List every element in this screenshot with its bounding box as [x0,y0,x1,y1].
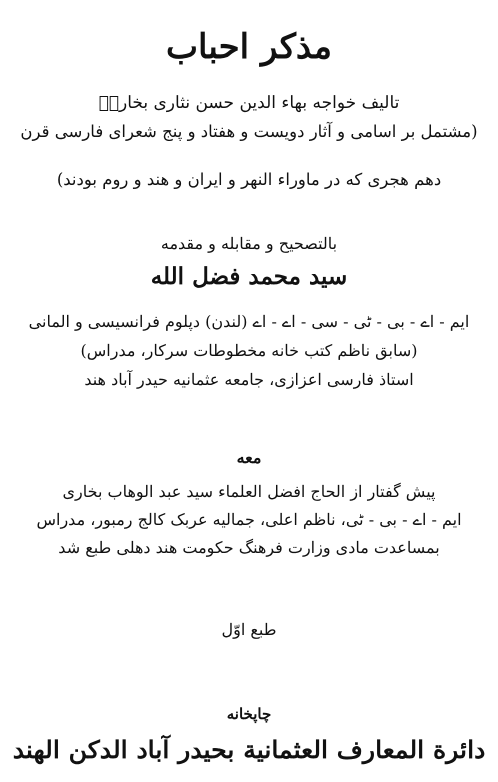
along-with-label: معه [236,448,262,467]
editing-label: بالتصحیح و مقابله و مقدمه [160,234,338,253]
preface-line-3: بمساعدت مادی وزارت فرهنگ حکومت هند دهلی طبع شد [58,538,440,557]
edition-label: طبع اوّل [221,620,277,639]
editor-credentials-3: استاذ فارسی اعزازی، جامعه عثمانیه حیدر آباد هند [84,370,414,389]
author-line: تالیف خواجه بهاء الدین حسن نثاری بخاریؒ [98,93,400,113]
editor-credentials-2: (سابق ناظم کتب خانه مخطوطات سرکار، مدراس) [80,341,418,360]
preface-line-2: ایم - اے - بی - ٹی، ناظم اعلی، جمالیه عربک کالج رمبور، مدراس [36,510,462,529]
book-title: مذکر احباب [166,27,332,67]
preface-line-1: پیش گفتار از الحاج افضل العلماء سید عبد الوهاب بخاری [62,482,436,501]
subtitle-line-2: دهم هجری که در ماوراء النهر و ایران و هند و روم بودند) [56,170,442,189]
subtitle-line-1: (مشتمل بر اسامی و آثار دویست و هفتاد و پنج شعرای فارسی قرن [20,122,478,141]
press-name: دائرة المعارف العثمانیة بحیدر آباد الدکن الهند [12,735,486,764]
editor-name: سید محمد فضل الله [150,263,348,290]
press-label: چاپخانه [226,705,272,723]
editor-credentials-1: ایم - اے - بی - ٹی - سی - اے - اے (لندن) دپلوم فرانسیسی و المانی [28,312,470,331]
